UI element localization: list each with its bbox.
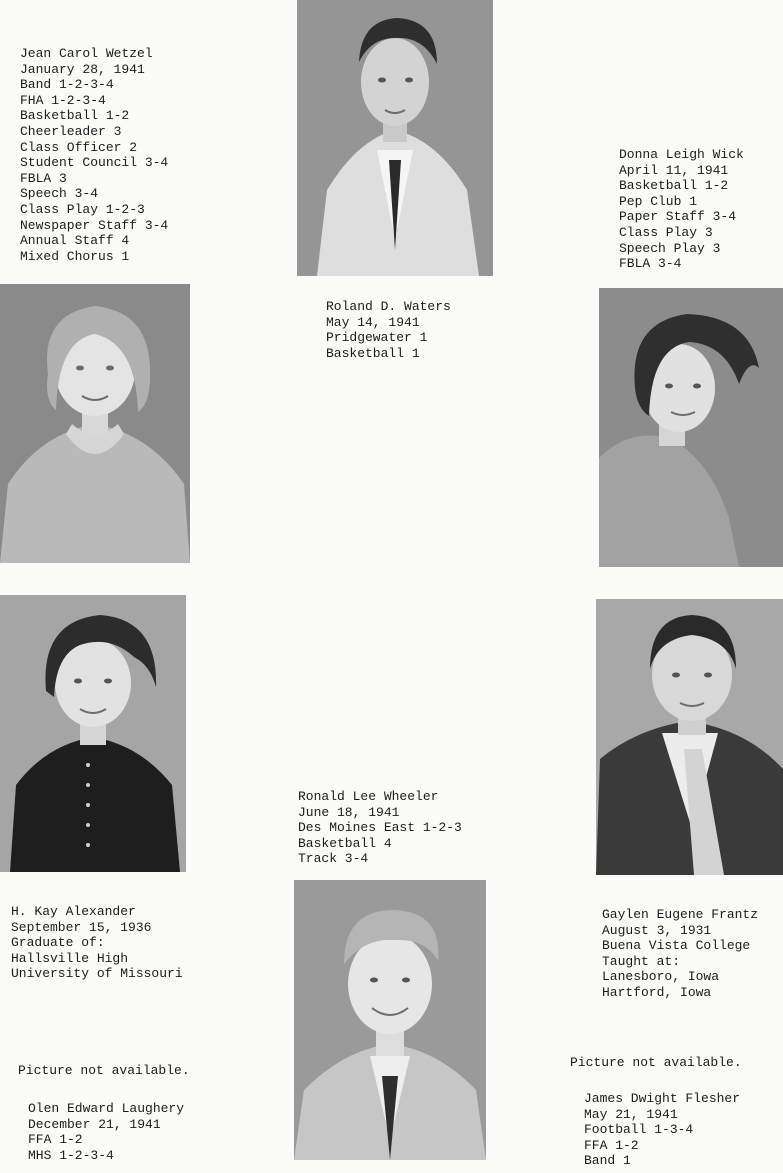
activity: Pridgewater 1 — [326, 330, 428, 346]
birth-date: April 11, 1941 — [619, 162, 729, 178]
detail: Graduate of: — [11, 935, 105, 951]
detail: Hartford, Iowa — [602, 984, 712, 1000]
caption-wheeler — [298, 789, 462, 867]
activity: Class Play 1-2-3 — [20, 201, 145, 217]
detail: University of Missouri — [11, 966, 183, 982]
name: H. Kay Alexander — [11, 904, 136, 919]
caption-flesher — [584, 1091, 740, 1169]
activity: Basketball 4 — [298, 835, 392, 851]
caption-alexander — [11, 904, 183, 982]
activity: Football 1-3-4 — [584, 1122, 694, 1138]
birth-date: May 21, 1941 — [584, 1106, 678, 1122]
portrait-photo-wheeler — [294, 880, 486, 1160]
activity: FFA 1-2 — [28, 1132, 83, 1148]
portrait-photo-wetzel — [0, 284, 190, 563]
activity: Cheerleader 3 — [20, 123, 122, 139]
detail: Taught at: — [602, 953, 681, 969]
picture-not-available-note: Picture not available. — [18, 1063, 190, 1078]
caption-wetzel — [20, 46, 168, 264]
caption-frantz — [602, 907, 758, 1001]
activity: Track 3-4 — [298, 851, 369, 867]
name: Olen Edward Laughery — [28, 1101, 185, 1116]
portrait-photo-frantz — [596, 599, 783, 875]
detail: Hallsville High — [11, 950, 129, 966]
caption-laughery — [28, 1101, 184, 1163]
activity: FHA 1-2-3-4 — [20, 92, 106, 108]
birth-date: June 18, 1941 — [298, 804, 400, 820]
portrait-photo-waters — [297, 0, 493, 276]
picture-not-available-note: Picture not available. — [570, 1055, 742, 1070]
activity: Mixed Chorus 1 — [20, 248, 130, 264]
portrait-photo-alexander — [0, 595, 186, 872]
activity: FFA 1-2 — [584, 1137, 639, 1153]
activity: Band 1 — [584, 1153, 631, 1169]
name: Gaylen Eugene Frantz — [602, 907, 759, 922]
activity: Class Officer 2 — [20, 139, 138, 155]
name: Ronald Lee Wheeler — [298, 789, 439, 804]
birth-date: December 21, 1941 — [28, 1116, 161, 1132]
birth-date: January 28, 1941 — [20, 61, 145, 77]
activity: Annual Staff 4 — [20, 233, 130, 249]
activity: Pep Club 1 — [619, 193, 698, 209]
birth-date: August 3, 1931 — [602, 922, 712, 938]
activity: Class Play 3 — [619, 224, 713, 240]
activity: Newspaper Staff 3-4 — [20, 217, 169, 233]
birth-date: September 15, 1936 — [11, 919, 152, 935]
activity: Paper Staff 3-4 — [619, 209, 737, 225]
name: Donna Leigh Wick — [619, 147, 744, 162]
activity: Speech 3-4 — [20, 186, 99, 202]
detail: Lanesboro, Iowa — [602, 969, 720, 985]
activity: Band 1-2-3-4 — [20, 77, 114, 93]
name: Roland D. Waters — [326, 299, 451, 314]
birth-date: May 14, 1941 — [326, 314, 420, 330]
portrait-photo-wick — [599, 288, 783, 567]
activity: Basketball 1-2 — [20, 108, 130, 124]
caption-waters — [326, 299, 451, 361]
caption-wick — [619, 147, 744, 272]
activity: FBLA 3 — [20, 170, 67, 186]
name: James Dwight Flesher — [584, 1091, 741, 1106]
activity: Student Council 3-4 — [20, 155, 169, 171]
activity: Basketball 1-2 — [619, 178, 729, 194]
activity: Des Moines East 1-2-3 — [298, 820, 462, 836]
detail: Buena Vista College — [602, 938, 751, 954]
activity: Basketball 1 — [326, 345, 420, 361]
name: Jean Carol Wetzel — [20, 46, 153, 61]
activity: Speech Play 3 — [619, 240, 721, 256]
activity: MHS 1-2-3-4 — [28, 1147, 114, 1163]
activity: FBLA 3-4 — [619, 256, 682, 272]
